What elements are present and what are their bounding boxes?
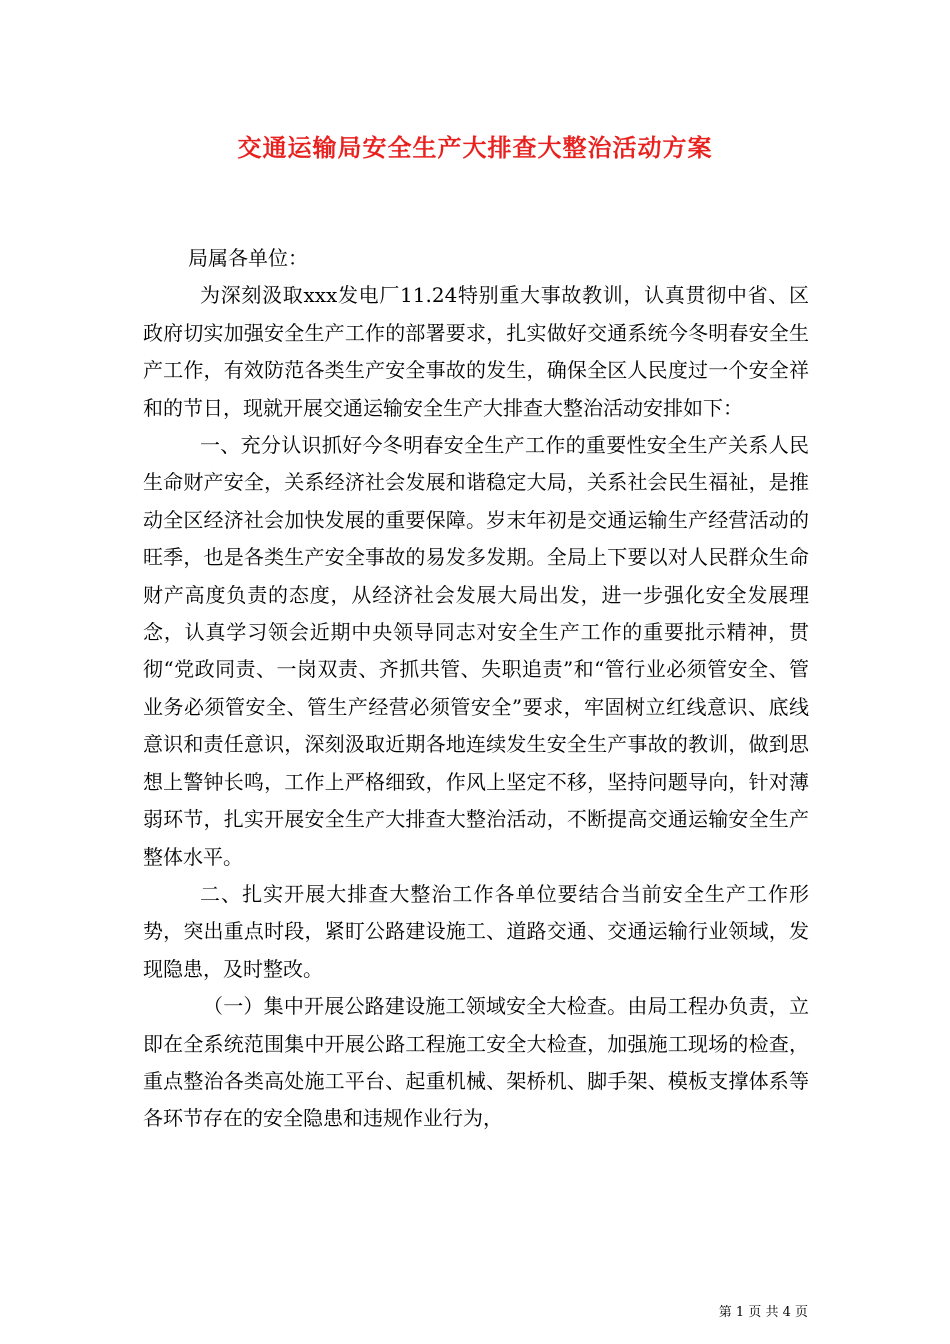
salutation: 局属各单位： bbox=[188, 246, 308, 270]
paragraph-subsection-1: （一）集中开展公路建设施工领域安全大检查。由局工程办负责，立即在全系统范围集中开展公路工程施工安全大检查，加强施工现场的检查，重点整治各类高处施工平台、起重机械、架桥机、脚手架、模板支撑体系等各环节存在的安全隐患和违规作业行为， bbox=[143, 994, 809, 1131]
page-number: 第 1 页 共 4 页 bbox=[718, 1305, 808, 1320]
document-body bbox=[143, 240, 809, 1138]
paragraph-intro: 为深刻汲取xxx发电厂11.24特别重大事故教训，认真贯彻中省、区政府切实加强安全生产工作的部署要求，扎实做好交通系统今冬明春安全生产工作，有效防范各类生产安全事故的发生，确保全区人民度过一个安全祥和的节日，现就开展交通运输安全生产大排查大整治活动安排如下： bbox=[143, 283, 809, 420]
document-title: 交通运输局安全生产大排查大整治活动方案 bbox=[237, 133, 713, 162]
paragraph-section-1: 一、充分认识抓好今冬明春安全生产工作的重要性安全生产关系人民生命财产安全，关系经济社会发展和谐稳定大局，关系社会民生福祉，是推动全区经济社会加快发展的重要保障。岁末年初是交通运输生产经营活动的旺季，也是各类生产安全事故的易发多发期。全局上下要以对人民群众生命财产高度负责的态度，从经济社会发展大局出发，进一步强化安全发展理念，认真学习领会近期中央领导同志对安全生产工作的重要批示精神，贯彻“党政同责、一岗双责、齐抓共管、失职追责”和“管行业必须管安全、管业务必须管安全、管生产经营必须管安全”要求，牢固树立红线意识、底线意识和责任意识，深刻汲取近期各地连续发生安全生产事故的教训，做到思想上警钟长鸣，工作上严格细致，作风上坚定不移，坚持问题导向，针对薄弱环节，扎实开展安全生产大排查大整治活动，不断提高交通运输安全生产整体水平。 bbox=[143, 433, 809, 869]
paragraph-section-2: 二、扎实开展大排查大整治工作各单位要结合当前安全生产工作形势，突出重点时段，紧盯公路建设施工、道路交通、交通运输行业领域，发现隐患，及时整改。 bbox=[143, 881, 809, 981]
